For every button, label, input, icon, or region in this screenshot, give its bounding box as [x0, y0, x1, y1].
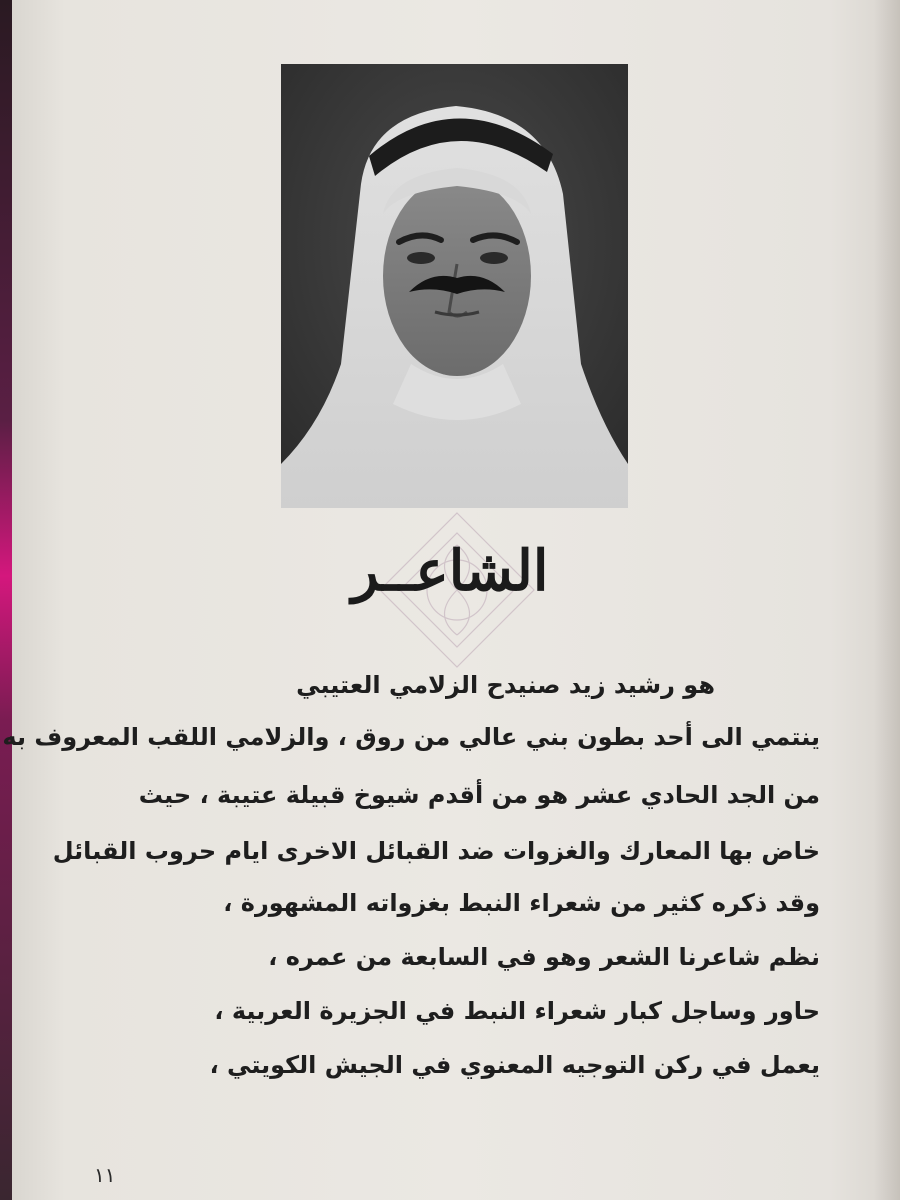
- bio-line: خاض بها المعارك والغزوات ضد القبائل الاخرى ايام حروب القبائل: [52, 837, 820, 865]
- bio-line: هو رشيد زيد صنيدح الزلامي العتيبي: [296, 671, 715, 699]
- bio-line: حاور وساجل كبار شعراء النبط في الجزيرة العربية ،: [214, 997, 820, 1025]
- bio-line: يعمل في ركن التوجيه المعنوي في الجيش الكويتي ،: [209, 1051, 820, 1079]
- bio-line: ينتمي الى أحد بطون بني عالي من روق ، والزلامي اللقب المعروف به: [2, 723, 820, 751]
- bio-line: من الجد الحادي عشر هو من أقدم شيوخ قبيلة عتيبة ، حيث: [138, 781, 820, 809]
- bio-line: وقد ذكره كثير من شعراء النبط بغزواته المشهورة ،: [223, 889, 820, 917]
- portrait-illustration: [281, 64, 628, 508]
- page-shadow: [874, 0, 900, 1200]
- page-heading: الشاعــر: [351, 538, 549, 604]
- bio-line: نظم شاعرنا الشعر وهو في السابعة من عمره ،: [268, 943, 820, 971]
- page-number: ١١: [94, 1163, 116, 1187]
- poet-portrait-photo: [281, 64, 628, 508]
